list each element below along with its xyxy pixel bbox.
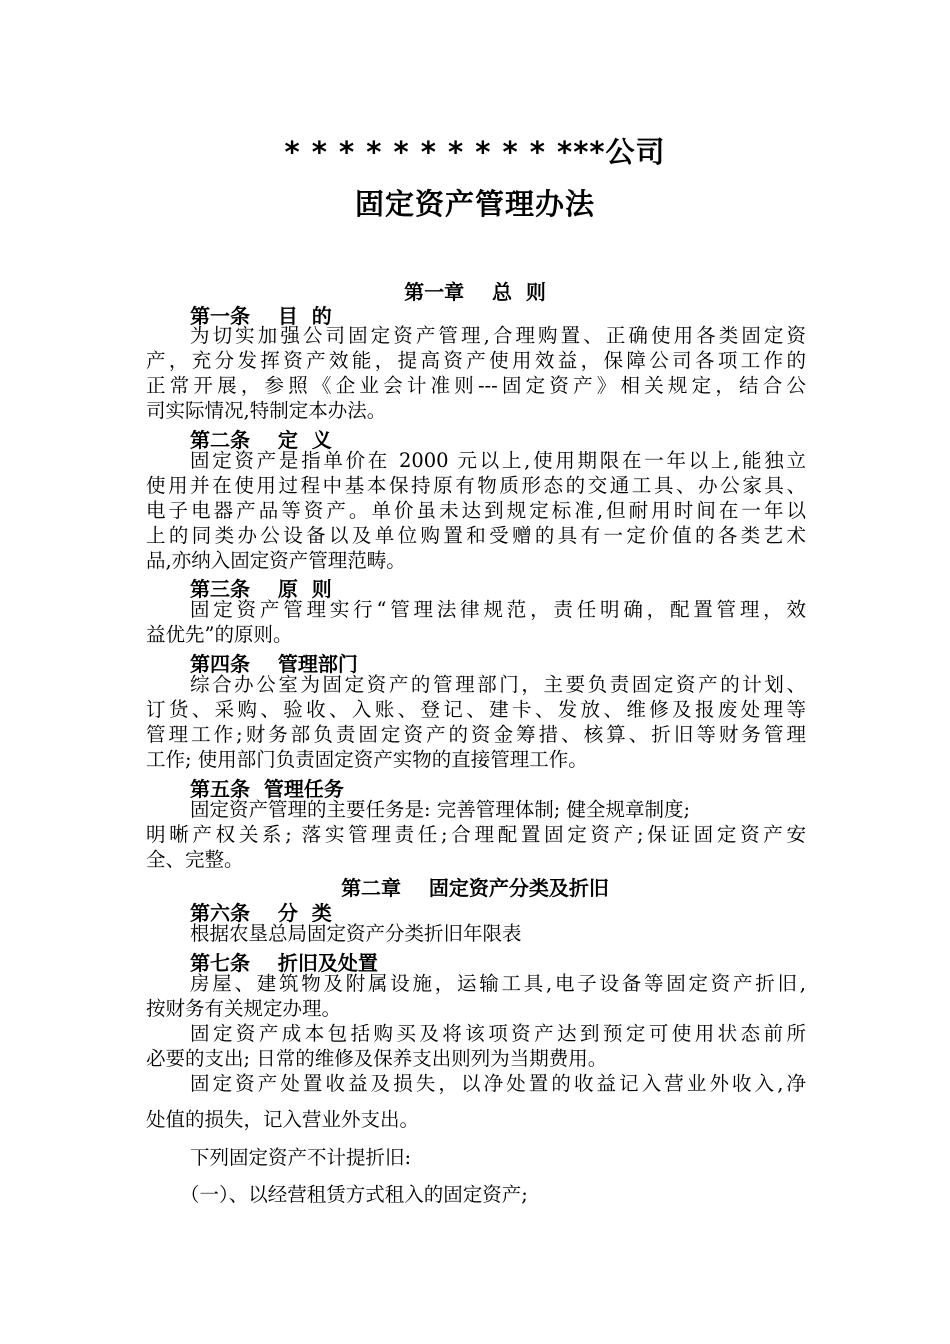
article-5-heading: 第五条 管理任务 [190,777,344,801]
article-1-heading: 第一条 目 的 [190,304,332,328]
article-7-line: 房屋、建筑物及附属设施，运输工具,电子设备等固定资产折旧, [190,972,806,995]
article-5-line: 明晰产权关系; 落实管理责任;合理配置固定资产;保证固定资产安 [146,823,806,846]
document-title: 固定资产管理办法 [354,187,595,221]
article-4-line: 综合办公室为固定资产的管理部门，主要负责固定资产的计划、 [190,673,806,696]
article-2-line: 使用并在使用过程中基本保持原有物质形态的交通工具、办公家具、 [146,474,806,497]
article-7-line: 固定资产成本包括购买及将该项资产达到预定可使用状态前所 [190,1022,806,1045]
chapter-1-heading: 第一章 总 则 [404,280,546,304]
article-4-heading: 第四条 管理部门 [190,652,358,676]
article-2-line: 固定资产是指单价在 2000 元以上,使用期限在一年以上,能独立 [190,449,806,472]
article-7-line: （一）、以经营租赁方式租入的固定资产; [180,1183,528,1206]
chapter-2-heading: 第二章 固定资产分类及折旧 [341,876,609,900]
article-7-line: 处值的损失，记入营业外支出。 [146,1108,420,1131]
company-name: * * * * * * * * * * ***公司 [284,135,666,169]
article-7-line: 按财务有关规定办理。 [146,997,342,1020]
article-5-line: 全、完整。 [146,848,244,871]
article-6-heading: 第六条 分 类 [190,901,332,925]
article-1-line: 正常开展，参照《企业会计准则---固定资产》相关规定，结合公 [146,374,806,397]
article-2-line: 上的同类办公设备以及单位购置和受赠的具有一定价值的各类艺术 [146,524,806,547]
article-4-line: 工作; 使用部门负责固定资产实物的直接管理工作。 [146,748,588,771]
article-3-line: 益优先”的原则。 [146,623,293,646]
article-1-line: 产，充分发挥资产效能，提高资产使用效益，保障公司各项工作的 [146,349,806,372]
article-1-line: 司实际情况,特制定本办法。 [146,399,387,422]
article-2-heading: 第二条 定 义 [190,428,332,452]
article-2-line: 电子电器产品等资产。单价虽未达到规定标准,但耐用时间在一年以 [146,499,806,522]
article-5-line: 固定资产管理的主要任务是: 完善管理体制; 健全规章制度; [190,798,691,821]
article-2-line: 品,亦纳入固定资产管理范畴。 [146,549,406,572]
article-4-line: 订货、采购、验收、入账、登记、建卡、发放、维修及报废处理等 [146,698,806,721]
article-7-line: 固定资产处置收益及损失，以净处置的收益记入营业外收入,净 [190,1072,806,1095]
article-7-heading: 第七条 折旧及处置 [190,951,378,975]
article-7-line: 必要的支出; 日常的维修及保养支出则列为当期费用。 [146,1047,608,1070]
article-6-line: 根据农垦总局固定资产分类折旧年限表 [190,922,522,945]
article-7-line: 下列固定资产不计提折旧: [190,1146,412,1169]
article-1-line: 为切实加强公司固定资产管理,合理购置、正确使用各类固定资 [190,324,806,347]
article-4-line: 管理工作;财务部负责固定资产的资金筹措、核算、折旧等财务管理 [146,723,806,746]
article-3-heading: 第三条 原 则 [190,577,332,601]
article-3-line: 固定资产管理实行“管理法律规范，责任明确，配置管理，效 [190,598,806,621]
